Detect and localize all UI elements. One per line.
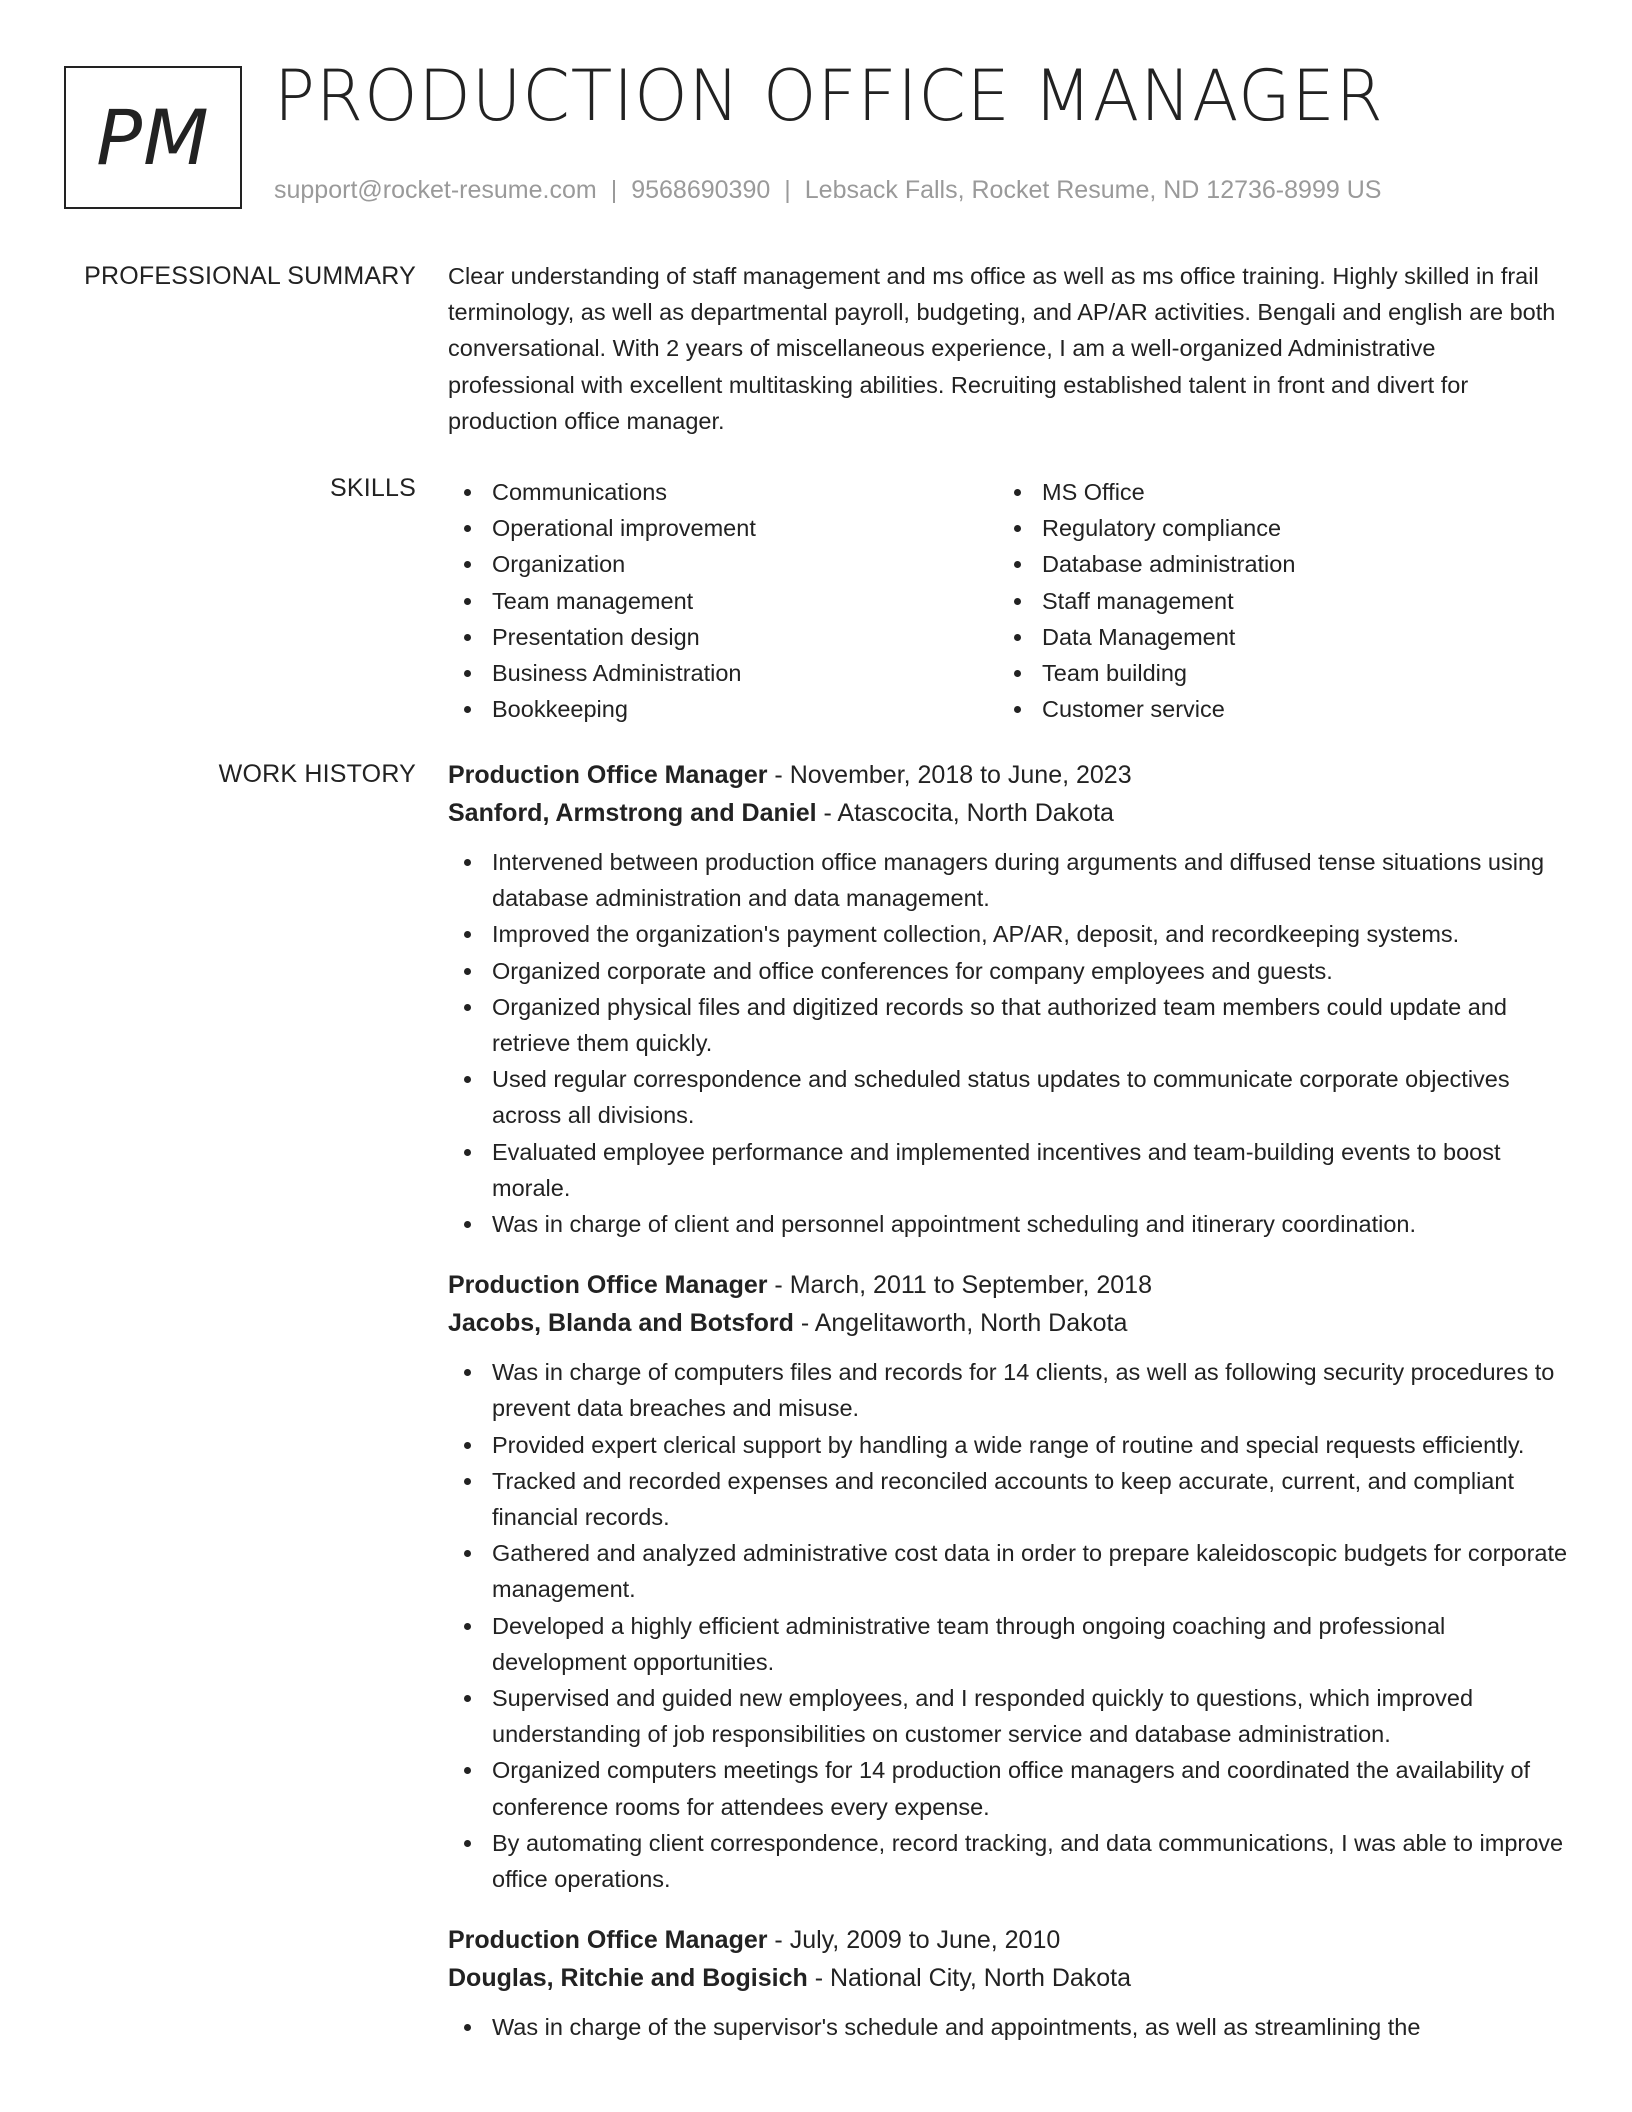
duties-list bbox=[448, 2009, 1568, 2045]
skill-item: Regulatory compliance bbox=[998, 510, 1548, 546]
duty-item: By automating client correspondence, record tracking, and data communications, I was able to improve office operations. bbox=[448, 1825, 1568, 1897]
company-name: Jacobs, Blanda and Botsford bbox=[448, 1309, 794, 1338]
duty-item: Organized corporate and office conferences for company employees and guests. bbox=[448, 953, 1568, 989]
skill-item: Organization bbox=[448, 546, 998, 582]
skill-item: Communications bbox=[448, 474, 998, 510]
duty-item: Evaluated employee performance and implemented incentives and team-building events to boost morale. bbox=[448, 1134, 1568, 1206]
job-heading bbox=[448, 1266, 1568, 1304]
company-location: - National City, North Dakota bbox=[807, 1964, 1132, 1993]
job-employer bbox=[448, 794, 1568, 832]
skill-item: Data Management bbox=[998, 619, 1548, 655]
skill-item: Bookkeeping bbox=[448, 691, 998, 727]
duty-item: Improved the organization's payment collection, AP/AR, deposit, and recordkeeping systems. bbox=[448, 916, 1568, 952]
duty-item: Organized computers meetings for 14 production office managers and coordinated the availability of conference rooms for attendees every expense. bbox=[448, 1752, 1568, 1824]
address: Lebsack Falls, Rocket Resume, ND 12736-8999 US bbox=[804, 176, 1382, 204]
job-entry bbox=[448, 1921, 1568, 2045]
monogram: PM bbox=[64, 66, 242, 209]
job-dates: - July, 2009 to June, 2010 bbox=[767, 1926, 1061, 1955]
duty-item: Provided expert clerical support by handling a wide range of routine and special requests efficiently. bbox=[448, 1427, 1568, 1463]
job-entry bbox=[448, 1266, 1568, 1897]
skill-item: Staff management bbox=[998, 583, 1548, 619]
skill-item: Business Administration bbox=[448, 655, 998, 691]
duties-list bbox=[448, 1354, 1568, 1897]
separator: | bbox=[784, 176, 791, 204]
duty-item: Was in charge of computers files and records for 14 clients, as well as following security procedures to prevent data breaches and misuse. bbox=[448, 1354, 1568, 1426]
job-title: Production Office Manager bbox=[448, 1271, 768, 1300]
company-name: Sanford, Armstrong and Daniel bbox=[448, 799, 817, 827]
jobs-list bbox=[448, 756, 1568, 2069]
job-dates: - March, 2011 to September, 2018 bbox=[767, 1271, 1152, 1300]
section-label: PROFESSIONAL SUMMARY bbox=[84, 262, 416, 290]
section-label: WORK HISTORY bbox=[218, 760, 416, 788]
contact-line bbox=[274, 176, 1381, 205]
section-label: SKILLS bbox=[330, 474, 416, 502]
company-location: - Angelitaworth, North Dakota bbox=[793, 1309, 1128, 1338]
job-title: Production Office Manager bbox=[448, 761, 768, 789]
duty-item: Intervened between production office managers during arguments and diffused tense situations using database administration and data management. bbox=[448, 844, 1568, 916]
company-location: - Atascocita, North Dakota bbox=[816, 799, 1114, 827]
skill-item: Customer service bbox=[998, 691, 1548, 727]
job-heading bbox=[448, 756, 1568, 794]
skills-list bbox=[448, 474, 1568, 727]
skill-item: Operational improvement bbox=[448, 510, 998, 546]
skill-item: Team management bbox=[448, 583, 998, 619]
duty-item: Supervised and guided new employees, and I responded quickly to questions, which improved understanding of job responsibilities on customer service and database administration. bbox=[448, 1680, 1568, 1752]
skill-item: Presentation design bbox=[448, 619, 998, 655]
skills-column-left bbox=[448, 474, 998, 727]
job-employer bbox=[448, 1959, 1568, 1997]
job-employer bbox=[448, 1304, 1568, 1342]
skill-item: Database administration bbox=[998, 546, 1548, 582]
job-dates: - November, 2018 to June, 2023 bbox=[767, 761, 1132, 789]
phone: 9568690390 bbox=[631, 176, 771, 204]
duty-item: Developed a highly efficient administrative team through ongoing coaching and professional development opportunities. bbox=[448, 1608, 1568, 1680]
duty-item: Organized physical files and digitized records so that authorized team members could update and retrieve them quickly. bbox=[448, 989, 1568, 1061]
summary-text: Clear understanding of staff management and ms office as well as ms office training. Highly skilled in frail terminology, as well as departmental payroll, budgeting, and AP/AR activities. Bengali and english are both conversational. With 2 years of miscellaneous experience, I am a well-organized Administrative professional with excellent multitasking abilities. Recruiting established talent in front and divert for production office manager. bbox=[448, 263, 1556, 434]
skill-item: MS Office bbox=[998, 474, 1548, 510]
duty-item: Was in charge of the supervisor's schedule and appointments, as well as streamlining the bbox=[448, 2009, 1568, 2045]
duty-item: Used regular correspondence and scheduled status updates to communicate corporate objectives across all divisions. bbox=[448, 1061, 1568, 1133]
page-title: PRODUCTION OFFICE MANAGER bbox=[274, 55, 1384, 137]
skill-item: Team building bbox=[998, 655, 1548, 691]
job-title: Production Office Manager bbox=[448, 1926, 768, 1955]
duty-item: Was in charge of client and personnel appointment scheduling and itinerary coordination. bbox=[448, 1206, 1568, 1242]
job-entry bbox=[448, 756, 1568, 1242]
duties-list bbox=[448, 844, 1568, 1242]
duty-item: Tracked and recorded expenses and reconciled accounts to keep accurate, current, and compliant financial records. bbox=[448, 1463, 1568, 1535]
skills-column-right bbox=[998, 474, 1548, 727]
email: support@rocket-resume.com bbox=[274, 176, 597, 204]
duty-item: Gathered and analyzed administrative cost data in order to prepare kaleidoscopic budgets for corporate management. bbox=[448, 1535, 1568, 1607]
separator: | bbox=[610, 176, 618, 204]
company-name: Douglas, Ritchie and Bogisich bbox=[448, 1964, 808, 1993]
job-heading bbox=[448, 1921, 1568, 1959]
